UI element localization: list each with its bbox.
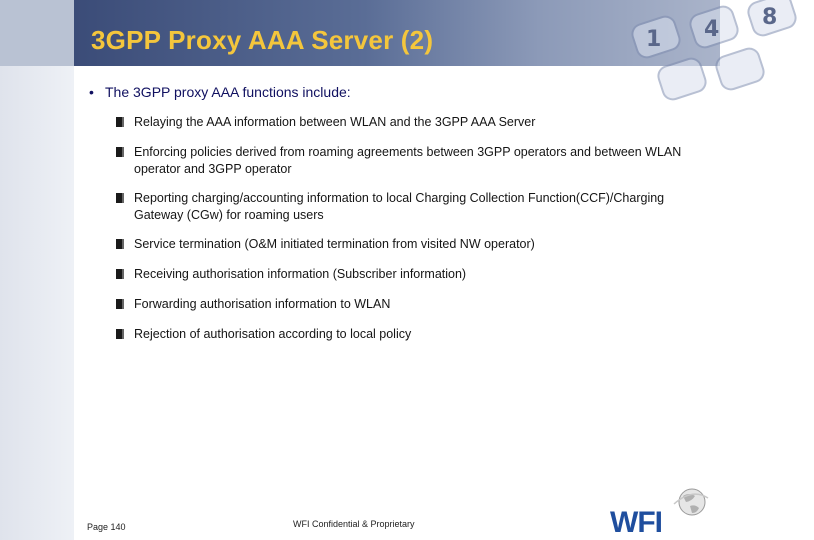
list-item-text: Rejection of authorisation according to local policy [134, 327, 412, 341]
svg-text:WFI: WFI [610, 506, 662, 539]
list-item [116, 266, 686, 283]
intro-bullet: • [89, 84, 94, 100]
page-number: Page 140 [87, 522, 126, 532]
list-item [116, 144, 686, 178]
phone-keypad-image [614, 0, 814, 80]
wfi-logo [604, 486, 716, 538]
globe-icon [674, 489, 708, 515]
svg-text:4: 4 [704, 17, 720, 42]
square-bullet-icon [116, 239, 124, 249]
list-item-text: Relaying the AAA information between WLAN and the 3GPP AAA Server [134, 115, 536, 129]
square-bullet-icon [116, 299, 124, 309]
list-item [116, 326, 686, 343]
list-item [116, 190, 686, 224]
list-item [116, 236, 686, 253]
list-item-text: Enforcing policies derived from roaming agreements between 3GPP operators and between WLAN operator and 3GPP operator [134, 145, 682, 176]
left-decorative-stripe [0, 0, 74, 540]
list-item-text: Service termination (O&M initiated termination from visited NW operator) [134, 237, 535, 251]
intro-text: The 3GPP proxy AAA functions include: [105, 84, 351, 100]
square-bullet-icon [116, 269, 124, 279]
svg-text:8: 8 [762, 5, 778, 30]
intro-line [89, 84, 351, 100]
list-item [116, 296, 686, 313]
svg-text:1: 1 [646, 27, 662, 52]
left-stripe-header [0, 0, 74, 66]
list-item-text: Receiving authorisation information (Subscriber information) [134, 267, 467, 281]
square-bullet-icon [116, 193, 124, 203]
square-bullet-icon [116, 147, 124, 157]
square-bullet-icon [116, 117, 124, 127]
function-list [116, 114, 686, 343]
square-bullet-icon [116, 329, 124, 339]
list-item-text: Forwarding authorisation information to WLAN [134, 297, 391, 311]
slide-title: 3GPP Proxy AAA Server (2) [91, 25, 434, 55]
list-item [116, 114, 686, 131]
list-item-text: Reporting charging/accounting information to local Charging Collection Function(CCF)/Charging Gateway (CGw) for roaming users [134, 191, 665, 222]
confidentiality-notice: WFI Confidential & Proprietary [293, 519, 415, 529]
